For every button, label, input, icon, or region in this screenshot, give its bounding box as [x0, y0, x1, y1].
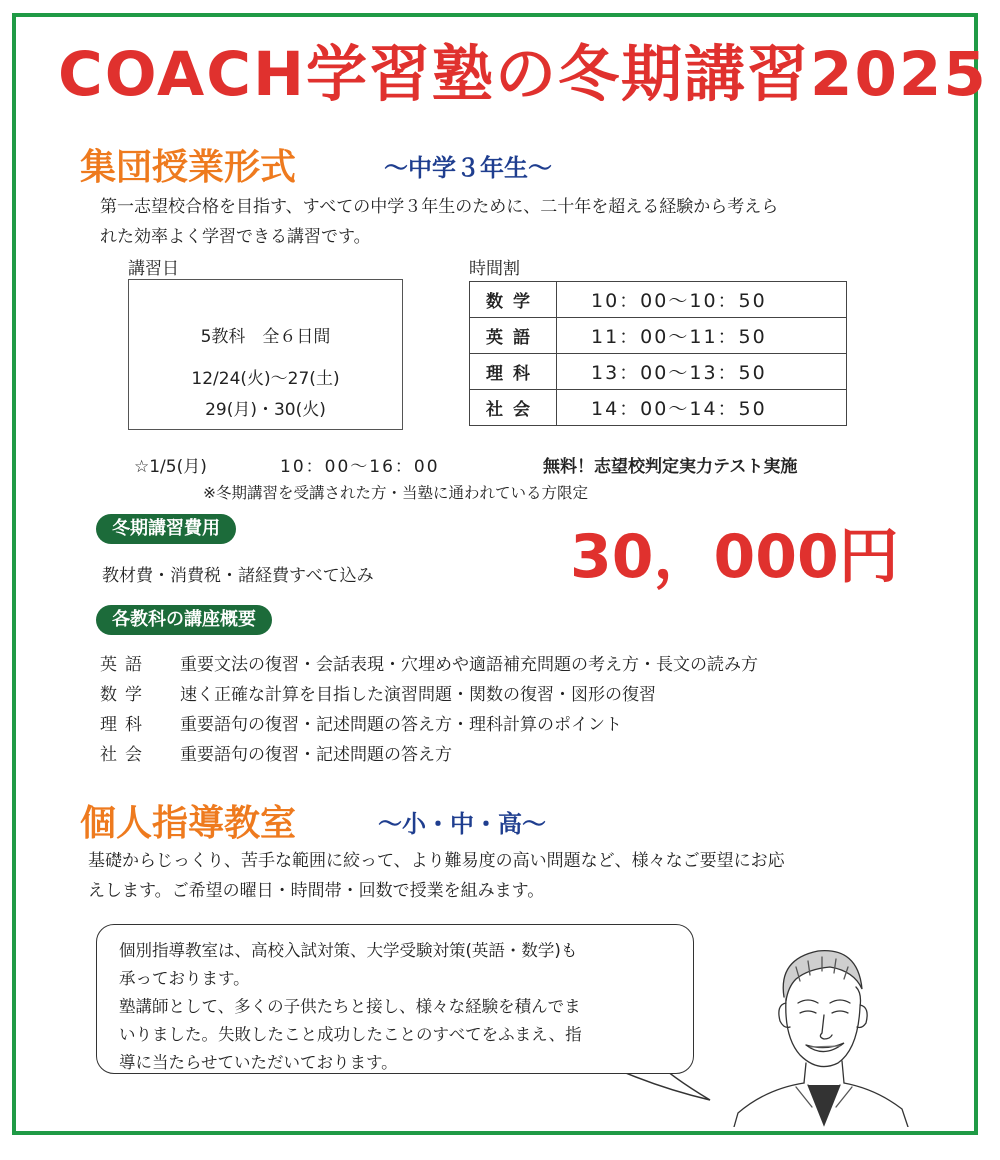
timetable-subject: 理科: [470, 354, 557, 390]
days-count: 5教科 全６日間: [200, 327, 331, 347]
table-row: [470, 282, 847, 318]
individual-description-line: 基礎からじっくり、苦手な範囲に絞って、より難易度の高い問題など、様々なご要望にお応: [88, 851, 785, 871]
days-label: 講習日: [128, 259, 179, 279]
course-subject: 社会: [100, 745, 150, 765]
group-subheading: ～中学３年生～: [384, 154, 552, 182]
table-row: [470, 390, 847, 426]
fee-price: 30，000円: [570, 522, 899, 592]
individual-description: [88, 846, 948, 906]
individual-heading: 個人指導教室: [80, 803, 297, 844]
test-time: 10：00～16：00: [280, 457, 440, 477]
course-subject: 英語: [100, 655, 150, 675]
course-subject: 数学: [100, 685, 150, 705]
timetable-time: 11：00～11：50: [557, 318, 847, 354]
speech-bubble: [96, 924, 694, 1074]
course-subject: 理科: [100, 715, 150, 735]
page-title: COACH学習塾の冬期講習2025: [58, 39, 988, 110]
bubble-line: 個別指導教室は、高校入試対策、大学受験対策(英語・数学)も: [119, 941, 578, 960]
list-item: [100, 680, 656, 705]
timetable-subject: 社会: [470, 390, 557, 426]
fee-label: 冬期講習費用: [96, 514, 236, 544]
course-description: 重要文法の復習・会話表現・穴埋めや適語補充問題の考え方・長文の読み方: [180, 655, 758, 675]
test-note: ※冬期講習を受講された方・当塾に通われている方限定: [203, 484, 588, 502]
timetable: [469, 281, 847, 426]
days-dates-extra: 29(月)・30(火): [205, 400, 326, 420]
fee-description: 教材費・消費税・諸経費すべて込み: [102, 566, 374, 586]
group-heading: 集団授業形式: [80, 147, 297, 188]
schedule-days-box: [128, 279, 403, 430]
timetable-subject: 英語: [470, 318, 557, 354]
group-description-line: れた効率よく学習できる講習です。: [100, 227, 371, 247]
course-description: 速く正確な計算を目指した演習問題・関数の復習・図形の復習: [180, 685, 656, 705]
course-description: 重要語句の復習・記述問題の答え方・理科計算のポイント: [180, 715, 622, 735]
courses-label: 各教科の講座概要: [96, 605, 272, 635]
timetable-time: 14：00～14：50: [557, 390, 847, 426]
bubble-line: いりました。失敗したこと成功したことのすべてをふまえ、指: [119, 1025, 582, 1044]
timetable-time: 10：00～10：50: [557, 282, 847, 318]
bubble-line: 承っております。: [119, 969, 250, 988]
timetable-time: 13：00～13：50: [557, 354, 847, 390]
days-dates: 12/24(火)～27(土): [191, 369, 340, 389]
group-description-line: 第一志望校合格を目指す、すべての中学３年生のために、二十年を超える経験から考えら: [100, 197, 779, 217]
table-row: [470, 354, 847, 390]
list-item: [100, 710, 622, 735]
group-description: [100, 192, 930, 252]
list-item: [100, 740, 452, 765]
table-row: [470, 318, 847, 354]
timetable-label: 時間割: [469, 259, 520, 279]
individual-subheading: ～小・中・高～: [378, 810, 546, 838]
list-item: [100, 650, 758, 675]
teacher-portrait-illustration: [726, 937, 916, 1127]
bubble-line: 導に当たらせていただいております。: [119, 1053, 398, 1072]
timetable-subject: 数学: [470, 282, 557, 318]
bubble-line: 塾講師として、多くの子供たちと接し、様々な経験を積んでま: [119, 997, 581, 1016]
test-date: ☆1/5(月): [134, 457, 207, 477]
test-description: 無料！志望校判定実力テスト実施: [543, 457, 798, 477]
individual-description-line: えします。ご希望の曜日・時間帯・回数で授業を組みます。: [88, 881, 545, 901]
course-description: 重要語句の復習・記述問題の答え方: [180, 745, 452, 765]
